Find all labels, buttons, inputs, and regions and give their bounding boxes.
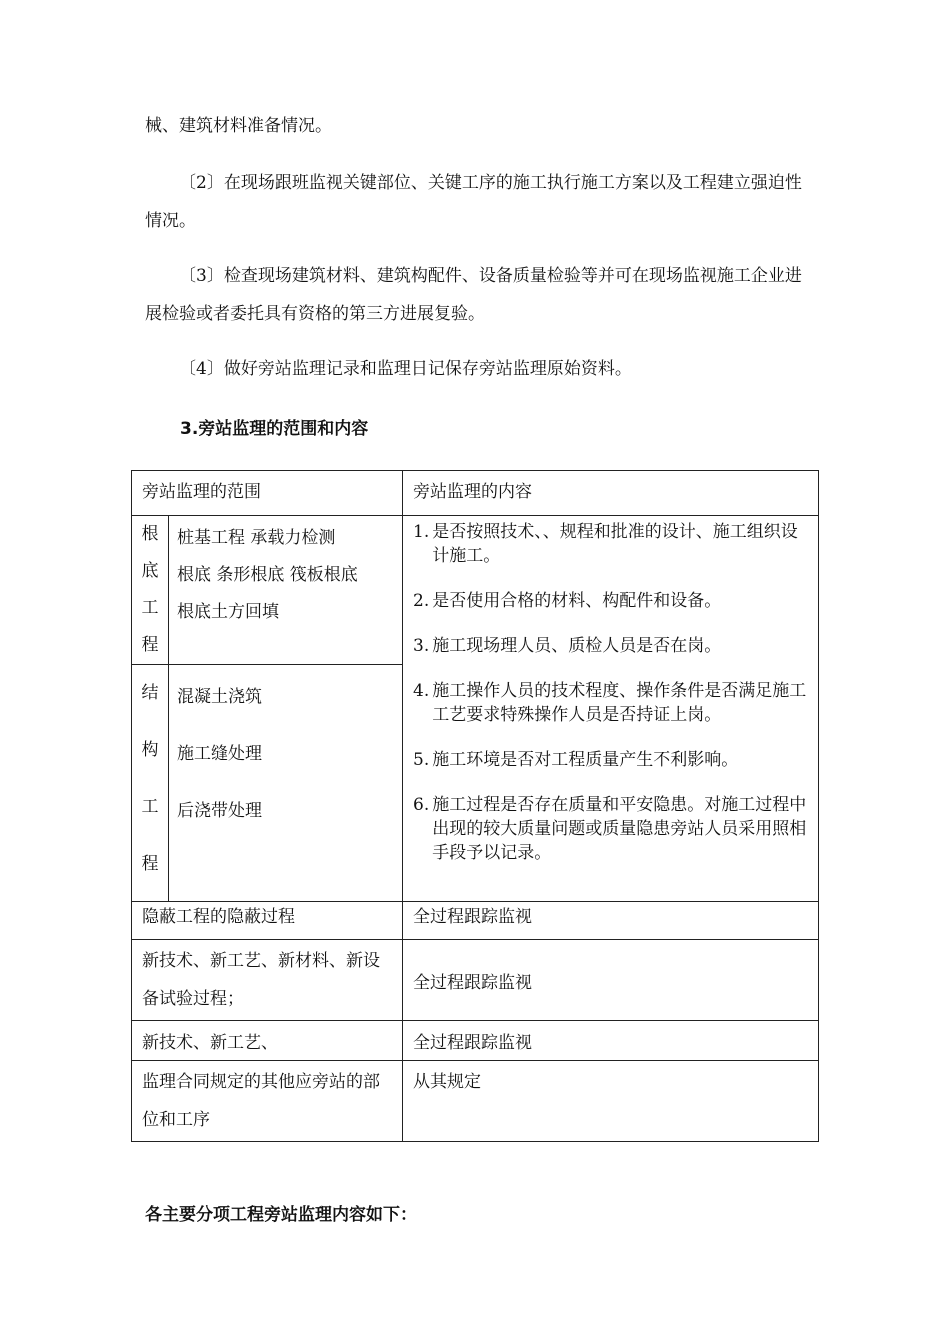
list-item: 混凝土浇筑	[177, 687, 262, 707]
content-cell: 从其规定	[403, 1061, 819, 1142]
table-row	[132, 902, 819, 940]
list-item: 后浇带处理	[177, 801, 262, 821]
category-foundation: 根 底 工 程	[132, 516, 169, 665]
content-cell: 全过程跟踪监视	[403, 940, 819, 1021]
content-item: 2. 是否使用合格的材料、构配件和设备。	[413, 591, 722, 611]
content-cell: 全过程跟踪监视	[403, 902, 819, 940]
header-content: 旁站监理的内容	[403, 471, 819, 516]
scope-cell: 隐蔽工程的隐蔽过程	[132, 902, 403, 940]
table-header-row	[132, 471, 819, 516]
category-structure: 结 构 工 程	[132, 665, 169, 902]
list-item: 根底土方回填	[177, 602, 279, 622]
foundation-items	[169, 516, 403, 665]
final-heading: 各主要分项工程旁站监理内容如下：	[145, 1205, 417, 1225]
list-item: 桩基工程 承载力检测	[177, 528, 336, 548]
scope-cell: 新技术、新工艺、新材料、新设备试验过程；	[132, 940, 403, 1021]
supervision-content	[403, 516, 819, 902]
table-row	[132, 1021, 819, 1061]
content-item: 5. 施工环境是否对工程质量产生不利影响。	[413, 750, 739, 770]
scope-cell: 监理合同规定的其他应旁站的部位和工序	[132, 1061, 403, 1142]
table-row	[132, 940, 819, 1021]
paragraph-1: 械、建筑材料准备情况。	[145, 116, 332, 136]
content-item: 3. 施工现场理人员、质检人员是否在岗。	[413, 636, 722, 656]
paragraph-2: 〔2〕在现场跟班监视关键部位、关键工序的施工执行施工方案以及工程建立强迫性情况。	[145, 173, 802, 231]
table-row	[132, 1061, 819, 1142]
section-heading: 3.旁站监理的范围和内容	[180, 419, 369, 439]
supervision-table	[131, 470, 819, 1142]
paragraph-3: 〔3〕检查现场建筑材料、建筑构配件、设备质量检验等并可在现场监视施工企业进展检验或者委托具有资格的第三方进展复验。	[145, 266, 802, 324]
list-item: 根底 条形根底 筏板根底	[177, 565, 358, 585]
content-item: 4. 施工操作人员的技术程度、操作条件是否满足施工工艺要求特殊操作人员是否持证上岗。	[413, 681, 807, 725]
paragraph-4: 〔4〕做好旁站监理记录和监理日记保存旁站监理原始资料。	[179, 359, 632, 379]
header-scope: 旁站监理的范围	[132, 471, 403, 516]
content-cell: 全过程跟踪监视	[403, 1021, 819, 1061]
content-item: 6. 施工过程是否存在质量和平安隐患。对施工过程中出现的较大质量问题或质量隐患旁站人员采用照相手段予以记录。	[413, 795, 807, 863]
scope-cell: 新技术、新工艺、	[132, 1021, 403, 1061]
list-item: 施工缝处理	[177, 744, 262, 764]
content-item: 1. 是否按照技术、、规程和批准的设计、施工组织设计施工。	[413, 522, 798, 566]
table-row-foundation	[132, 516, 819, 665]
structure-items	[169, 665, 403, 902]
